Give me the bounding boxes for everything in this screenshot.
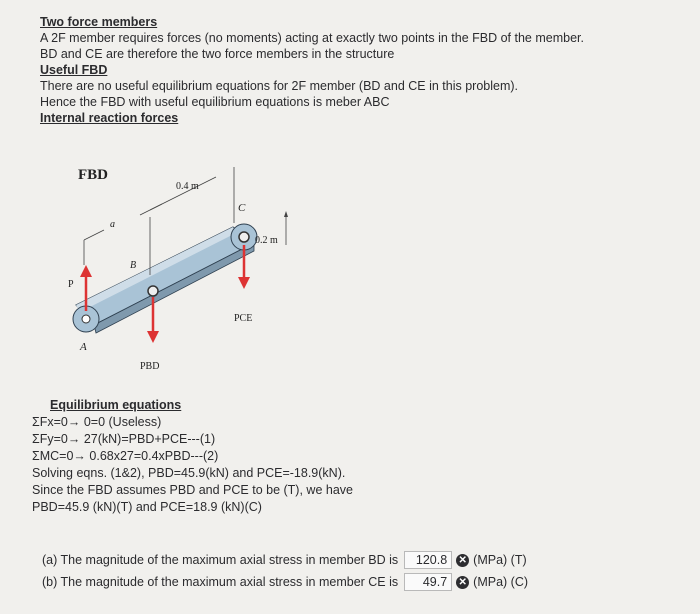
incorrect-x-icon: ✕ xyxy=(456,554,469,567)
fbd-title: FBD xyxy=(78,167,108,183)
answer-b-input[interactable]: 49.7 xyxy=(404,573,452,591)
answer-a-unit: (MPa) (T) xyxy=(473,553,527,567)
useful-fbd-heading: Useful FBD xyxy=(40,63,108,77)
label-A: A xyxy=(80,341,87,353)
label-P: P xyxy=(68,279,74,290)
label-pbd: PBD xyxy=(140,361,160,372)
equation-2: ΣFy=0→ 27(kN)=PBD+PCE---(1) xyxy=(32,432,216,446)
answer-b-text: (b) The magnitude of the maximum axial stress in member CE is xyxy=(42,575,399,589)
answer-a-row xyxy=(42,551,527,569)
intro-line-1: A 2F member requires forces (no moments) acting at exactly two points in the FBD of the member. xyxy=(40,31,584,45)
equations-section xyxy=(32,397,560,516)
pin-a-icon xyxy=(82,315,90,323)
fbd-figure xyxy=(58,155,318,380)
label-B: B xyxy=(130,260,137,271)
answer-b-unit: (MPa) (C) xyxy=(473,575,529,589)
intro-section xyxy=(40,14,680,126)
equilibrium-heading: Equilibrium equations xyxy=(50,398,182,412)
dim-arrow-icon xyxy=(284,211,288,217)
answer-b-row xyxy=(42,573,528,591)
pin-b-icon xyxy=(148,286,158,296)
equation-3: ΣMC=0→ 0.68x27=0.4xPBD---(2) xyxy=(32,449,219,463)
incorrect-x-icon: ✕ xyxy=(456,576,469,589)
label-pce: PCE xyxy=(234,313,253,324)
pin-c-icon xyxy=(239,232,249,242)
dim-right-label: 0.2 m xyxy=(255,235,278,246)
equation-1: ΣFx=0→ 0=0 (Useless) xyxy=(32,415,162,429)
two-force-heading: Two force members xyxy=(40,15,158,29)
result-line: PBD=45.9 (kN)(T) and PCE=18.9 (kN)(C) xyxy=(32,500,262,514)
label-C: C xyxy=(238,202,246,214)
beam-abc xyxy=(73,224,257,333)
internal-forces-heading: Internal reaction forces xyxy=(40,111,179,125)
intro-line-3: There are no useful equilibrium equations for 2F member (BD and CE in this problem). xyxy=(40,79,518,93)
intro-line-4: Hence the FBD with useful equilibrium equations is meber ABC xyxy=(40,95,390,109)
answer-a-text: (a) The magnitude of the maximum axial stress in member BD is xyxy=(42,553,399,567)
dim-top-label: 0.4 m xyxy=(176,181,199,192)
label-a-small: a xyxy=(110,219,115,230)
intro-line-2: BD and CE are therefore the two force members in the structure xyxy=(40,47,395,61)
since-line: Since the FBD assumes PBD and PCE to be (T), we have xyxy=(32,483,353,497)
solving-line: Solving eqns. (1&2), PBD=45.9(kN) and PCE=-18.9(kN). xyxy=(32,466,346,480)
answer-a-input[interactable]: 120.8 xyxy=(404,551,452,569)
